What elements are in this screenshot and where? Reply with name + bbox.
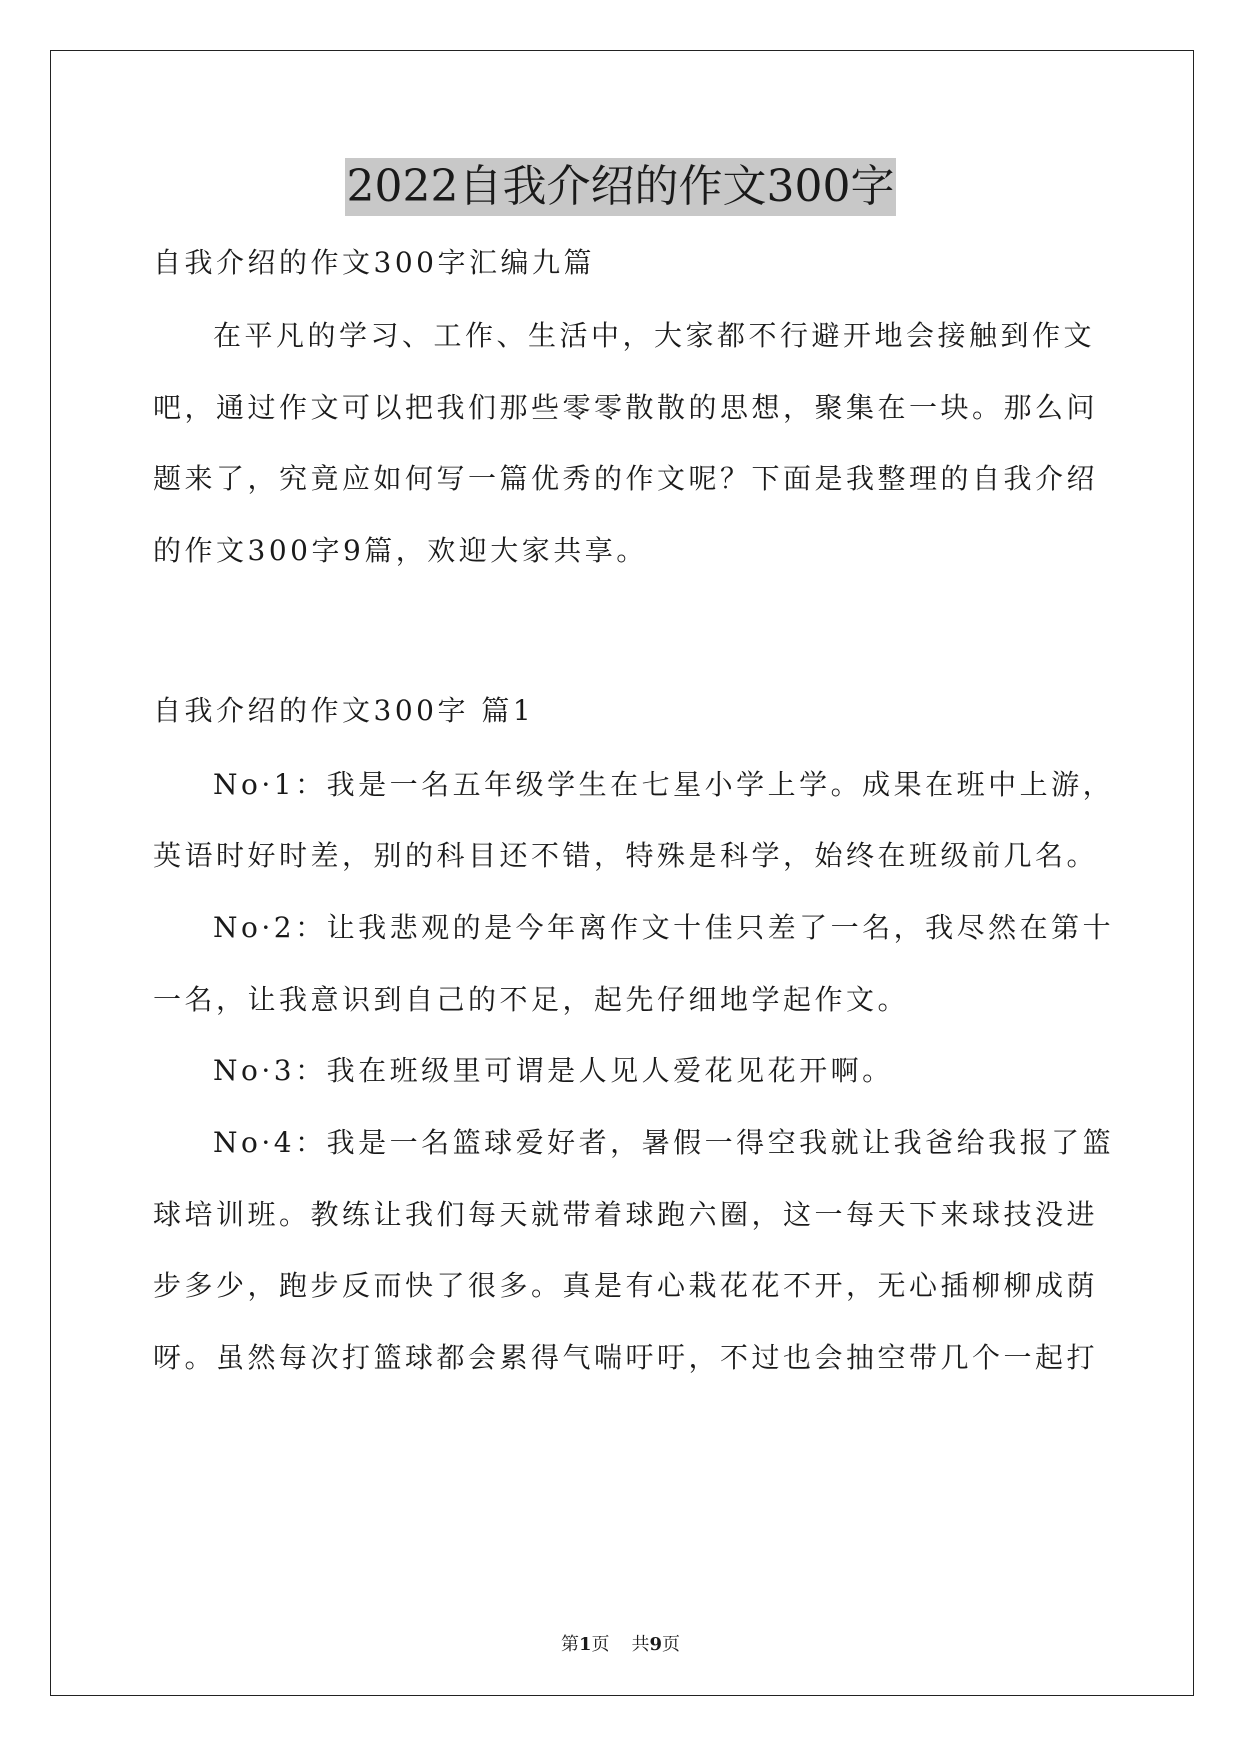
subtitle-line: 自我介绍的作文300字汇编九篇 — [153, 246, 595, 279]
paragraph-line: 一名，让我意识到自己的不足，起先仔细地学起作文。 — [153, 983, 910, 1016]
title-container — [0, 158, 1241, 216]
page-footer — [0, 1633, 1241, 1657]
paragraph-line: 呀。虽然每次打篮球都会累得气喘吁吁，不过也会抽空带几个一起打 — [153, 1341, 1099, 1374]
footer-page-total: 9 — [649, 1634, 663, 1655]
document-title: 2022自我介绍的作文300字 — [345, 158, 897, 216]
paragraph-line: No·2：让我悲观的是今年离作文十佳只差了一名，我尽然在第十 — [213, 911, 1115, 944]
footer-page-prefix: 第 — [560, 1634, 579, 1655]
paragraph-line: 在平凡的学习、工作、生活中，大家都不行避开地会接触到作文 — [213, 319, 1096, 352]
paragraph-line: 的作文300字9篇，欢迎大家共享。 — [153, 534, 648, 567]
paragraph-line: No·4：我是一名篮球爱好者，暑假一得空我就让我爸给我报了篮 — [213, 1126, 1115, 1159]
paragraph-line: No·1：我是一名五年级学生在七星小学上学。成果在班中上游， — [213, 768, 1115, 801]
footer-total-suffix: 页 — [662, 1634, 681, 1655]
paragraph-line: 球培训班。教练让我们每天就带着球跑六圈，这一每天下来球技没进 — [153, 1198, 1099, 1231]
footer-page-current: 1 — [578, 1634, 592, 1655]
section-heading: 自我介绍的作文300字 篇1 — [153, 694, 535, 727]
paragraph-line: No·3：我在班级里可谓是人见人爱花见花开啊。 — [213, 1054, 894, 1087]
footer-total-prefix: 共 — [631, 1634, 650, 1655]
paragraph-line: 英语时好时差，别的科目还不错，特殊是科学，始终在班级前几名。 — [153, 839, 1099, 872]
paragraph-line: 步多少，跑步反而快了很多。真是有心栽花花不开，无心插柳柳成荫 — [153, 1269, 1099, 1302]
paragraph-line: 吧，通过作文可以把我们那些零零散散的思想，聚集在一块。那么问 — [153, 391, 1099, 424]
paragraph-line: 题来了，究竟应如何写一篇优秀的作文呢？下面是我整理的自我介绍 — [153, 462, 1099, 495]
footer-page-mid: 页 — [591, 1634, 610, 1655]
